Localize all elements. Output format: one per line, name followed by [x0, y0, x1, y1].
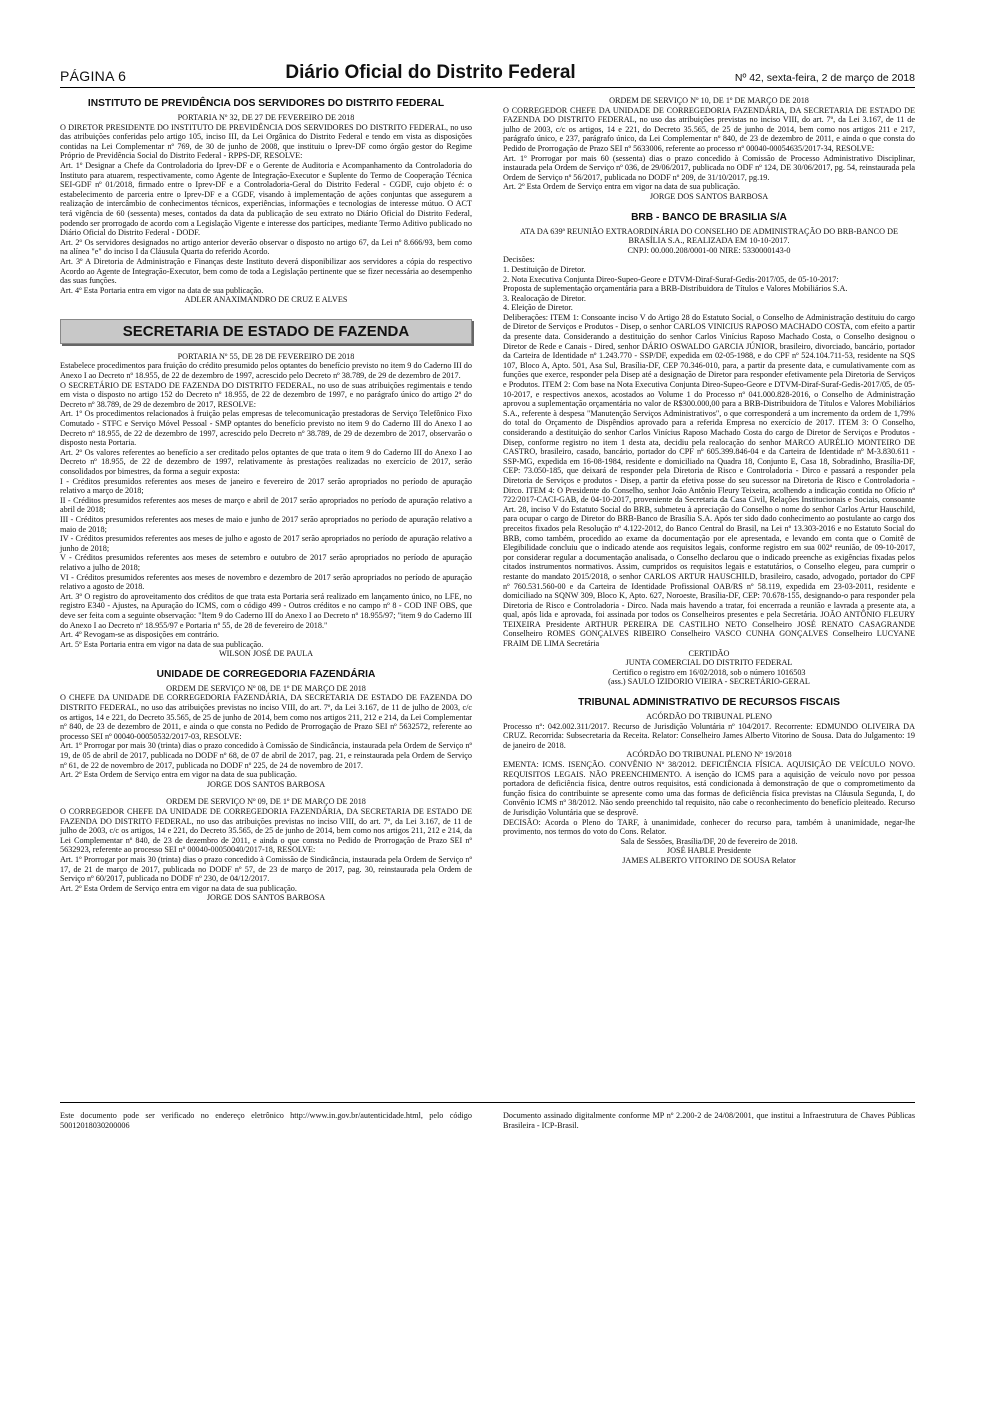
iprev-portaria	[60, 113, 472, 305]
paragraph: Processo nº: 042.002.311/2017. Recurso de Jurisdição Voluntária nº 104/2017. Recorrente: EDMUNDO OLIVEIRA DA CRUZ. Recorrida: Subsecretaria da Receita. Relator: Conselheiro James Alberto Vitorino de Sousa. Data do Julgamento: 19 de janeiro de 2018.	[503, 721, 915, 750]
signature: ADLER ANAXIMANDRO DE CRUZ E ALVES	[184, 295, 348, 305]
paragraph: Proposta de suplementação orçamentária para a BRB-Distribuidora de Títulos e Valores Mobiliários S.A.	[503, 284, 848, 294]
signature: JORGE DOS SANTOS BARBOSA	[649, 191, 769, 201]
newspaper-page	[60, 62, 915, 1130]
paragraph: 3. Realocação de Diretor.	[503, 293, 586, 303]
paragraph: O SECRETÁRIO DE ESTADO DE FAZENDA DO DISTRITO FEDERAL, no uso de suas atribuições regimentais e tendo em vista o disposto no artigo 152 do Decreto nº 18.955, de 22 de dezembro de 1997, e no parágrafo único do artigo 2º do Decreto nº 38.789, de 29 de dezembro de 2017, RESOLVE:	[60, 380, 472, 409]
paragraph: Art. 1º Os procedimentos relacionados à fruição pelas empresas de telecomunicação prestadoras de Serviço Telefônico Fixo Comutado - STFC e Serviço Móvel Pessoal - SMP optantes do benefício previsto no item 9 do Caderno III do Anexo I ao Decreto nº 18.955, de 22 de dezembro de 1997, acrescido pelo Decreto nº 38.789, de 29 de dezembro de 2017, observarão o disposto nesta Portaria.	[60, 409, 472, 448]
tarf-heading: TRIBUNAL ADMINISTRATIVO DE RECURSOS FISCAIS	[578, 697, 840, 709]
sef-portaria	[60, 352, 472, 659]
paragraph: Art. 3º A Diretoria de Administração e Finanças deste Instituto deverá disponibilizar aos servidores a cópia do respectivo Acordo ao Agente de Integração-Executor, bem como de toda a Legislação pertinente que se fizer necessária ao desempenho das suas funções.	[60, 256, 472, 286]
paragraph: 1. Destituição de Diretor.	[503, 264, 586, 274]
paragraph: Art. 2º Esta Ordem de Serviço entra em vigor na data de sua publicação.	[60, 770, 297, 780]
paragraph: O CORREGEDOR CHEFE DA UNIDADE DE CORREGEDORIA FAZENDÁRIA, DA SECRETARIA DE ESTADO DE FAZENDA DO DISTRITO FEDERAL, no uso das atribuições previstas no inciso VIII, do art. 7º, da Lei 3.167, de 11 de julho de 2003, c/c os artigos, 14 e 221, do Decreto 35.565, de 25 de junho de 2014, bem como nos artigos 211, 212 e 214, da Lei Complementar nº 840, de 23 de dezembro de 2011, e ainda o que consta no Pedido de Prorrogação de Prazo SEI nº 5632923, referente ao processo SEI nº 00040-00050040/2017-18, RESOLVE:	[60, 807, 472, 855]
place-date: Sala de Sessões, Brasília/DF, 20 de fevereiro de 2018.	[620, 836, 798, 846]
paragraph: 2. Nota Executiva Conjunta Direo-Supeo-Geore e DTVM-Diraf-Suraf-Gedis-2017/05, de 05-10-2017:	[503, 274, 839, 284]
signature: JORGE DOS SANTOS BARBOSA	[206, 893, 326, 903]
acordao-number: ACÓRDÃO DO TRIBUNAL PLENO Nº 19/2018	[626, 750, 792, 760]
paragraph: O DIRETOR PRESIDENTE DO INSTITUTO DE PREVIDÊNCIA DOS SERVIDORES DO DISTRITO FEDERAL, no uso das atribuições conferidas pelo artigo 105, inciso III, da Lei Orgânica do Distrito Federal e tendo em vista as disposições contidas na Lei Complementar nº 769, de 30 de junho de 2008, que instituiu o Iprev-DF como órgão gestor do Regime Próprio de Previdência Social do Distrito Federal - RPPS-DF, RESOLVE:	[60, 122, 472, 161]
ata-title: ATA DA 639ª REUNIÃO EXTRAORDINÁRIA DO CONSELHO DE ADMINISTRAÇÃO DO BRB-BANCO DE BRASÍLIA S.A., REALIZADA EM 10-10-2017.	[519, 226, 898, 246]
paragraph: IV - Créditos presumidos referentes aos meses de julho e agosto de 2017 serão apropriados no período de apuração relativo a junho de 2018;	[60, 534, 472, 553]
paragraph: 4. Eleição de Diretor.	[503, 303, 573, 313]
paragraph: Art. 3º O registro do aproveitamento dos créditos de que trata esta Portaria será realizado em lançamento único, no LFE, no registro E340 - Ajustes, na Apuração do ICMS, com o código 499 - Outros créditos e no campo nº 8 - COD INF OBS, que deve ser feita com a seguinte observação: "Item 9 do Caderno III do Anexo I ao Decreto nº 18.955/97; "item 9 do Caderno III do Anexo I ao Decreto nº 18.955/97 e Portaria nº 55, de 28 de fevereiro de 2018."	[60, 591, 472, 630]
ordem-servico-09	[60, 797, 472, 903]
paragraph: Art. 5º Esta Portaria entra em vigor na data de sua publicação.	[60, 639, 264, 649]
certidao-title: CERTIDÃO	[688, 648, 730, 658]
paragraph: Art. 2º Esta Ordem de Serviço entra em vigor na data de sua publicação.	[60, 883, 297, 893]
left-column	[60, 96, 472, 903]
paragraph: Art. 4º Esta Portaria entra em vigor na data de sua publicação.	[60, 285, 264, 295]
certidao-line: Certifico o registro em 16/02/2018, sob o número 1016503	[612, 667, 806, 677]
signature: WILSON JOSÉ DE PAULA	[218, 649, 314, 659]
footer-verification: Este documento pode ser verificado no endereço eletrônico http://www.in.gov.br/autenticidade.html, pelo código 50012018030200006	[60, 1111, 472, 1130]
paragraph: I - Créditos presumidos referentes aos meses de janeiro e fevereiro de 2017 serão apropriados no período de apuração relativo a março de 2018;	[60, 476, 472, 496]
os-10-title: ORDEM DE SERVIÇO Nº 10, DE 1º DE MARÇO DE 2018	[609, 96, 809, 105]
certidao-org: JUNTA COMERCIAL DO DISTRITO FEDERAL	[625, 658, 793, 668]
paragraph: Deliberações: ITEM 1: Consoante inciso V do Artigo 28 do Estatuto Social, o Conselho de Administração destituiu do cargo de Diretor de Serviços e Produtos - Disep, o senhor CARLOS VINICIUS RAPOSO MACHADO COSTA, com efeito a partir da presente data. Considerando a destituição do senhor Carlos Vinícius Raposo Machado Costa, o Conselho designou o Diretor de Rede e Canais - Dired, senhor DÁRIO OSWALDO GARCIA JÚNIOR, brasileiro, divorciado, bancário, portador da Carteira de Identidade nº 1.243.770 - SSP/DF, expedida em 02-05-1988, e do CPF nº 524.104.711-53, residente na SQS 107, Bloco A, Apto. 501, Asa Sul, Brasília-DF, CEP 70.346-010, para, a partir da presente data, e cumulativamente com as funções que exerce, responder pela Disep até a designação de Diretor para responder efetivamente pela Diretoria de Serviços e Produtos. ITEM 2: Com base na Nota Executiva Conjunta Direo-Supeo-Geore e DTVM-Diraf-Suraf-Gedis-2017/05, de 05-10-2017, e respectivos anexos, acostados ao Volume 1 do Processo nº 041.000.828-2016, o Conselho de Administração aprovou a suplementação orçamentária no valor de R$300.000,00 para a BRB-Distribuidora de Títulos e Valores Mobiliários S.A., referente à despesa "Manutenção Serviços Administrativos", o que corresponderá a um incremento da ordem de 1,79% do total do Orçamento de Dispêndios aprovado para a referida Empresa no exercício de 2017. ITEM 3: O Conselho, considerando a destituição do senhor Carlos Vinícius Raposo Machado Costa do cargo de Diretor de Serviços e Produtos - Disep, conforme registro no item 1 desta ata, decidiu pela realocação do senhor MARCO AURÉLIO MONTEIRO DE CASTRO, brasileiro, casado, bancário, portador do CPF nº 605.399.846-04 e da Carteira de Identidade nº M-3.830.611 - SSP-MG, expedida em 16-08-1984, residente e domiciliado na Quadra 18, Conjunto E, Casa 18, Sobradinho, Brasília-DF, CEP: 73.050-185, que deixará de responder pela Diretoria de Risco e Controladoria - Dirco e passará a responder pela Diretoria de Serviços e produtos - Disep, a partir da efetiva posse do seu sucessor na Diretoria de Risco e Controladoria - Dirco. ITEM 4: O Presidente do Conselho, senhor João Antônio Fleury Teixeira, acolhendo a indicação contida no Ofício nº 722/2017-CACI-GAB, de 04-10-2017, proveniente da Secretaria da Casa Civil, Relações Institucionais e Sociais, consoante Art. 28, inciso V do Estatuto Social do BRB, submeteu à apreciação do Conselho o nome do senhor Carlos Artur Hauschild, para ocupar o cargo de Diretor do BRB-Banco de Brasília S.A. Após ter sido dado conhecimento ao postulante ao cargo dos preceitos fixados pela Resolução nº 4.122-2012, do Banco Central do Brasil, na Lei nº 13.303-2016 e no Estatuto Social do BRB, como também, procedido ao exame da documentação por ele apresentada, e levando em conta que o Comitê de Elegibilidade concluiu que o indicado atende aos requisitos legais, conforme registro em sua 002ª reunião, de 09-10-2017, por considerar regular a documentação analisada, o Conselho declarou que o indicado preenche as exigências fixadas pelos citados instrumentos normativos. Assim, cumpridos os requisitos legais e estatutários, o Conselho elegeu, para cumprir o restante do mandato 2015/2018, o senhor CARLOS ARTUR HAUSCHILD, brasileiro, casado, advogado, portador do CPF nº 760.531.560-00 e da Carteira de Identidade Profissional OAB/RS nº 58.119, expedida em 23-03-2011, residente e domiciliado na SQNW 309, Bloco K, Apto. 627, Noroeste, Brasília-DF, CEP: 70.678-155, designando-o para responder pela Diretoria de Risco e Controladoria - Dirco. Nada mais havendo a tratar, foi encerrada a reunião e lavrada a presente ata, a qual, após lida e aprovada, foi assinada por todos os Conselheiros presentes e pela Secretária. JOÃO ANTÔNIO FLEURY TEIXEIRA Presidente ARTHUR PEREIRA DE CASTILHO NETO Conselheiro JOSÉ RENATO CASAGRANDE Conselheiro ROMES GONÇALVES RIBEIRO Conselheiro VASCO CUNHA GONÇALVES Conselheiro LUCYANE FRAIM DE LIMA Secretária	[503, 312, 915, 649]
signature: JOSÉ HABLE Presidente	[666, 846, 752, 856]
iprev-heading: INSTITUTO DE PREVIDÊNCIA DOS SERVIDORES DO DISTRITO FEDERAL	[87, 98, 445, 109]
paragraph: Estabelece procedimentos para fruição do crédito presumido pelos optantes do benefício previsto no item 9 do Caderno III do Anexo I ao Decreto nº 18.955, de 22 de dezembro de 1997, acrescido pelo Decreto nº 38.789, de 29 de dezembro de 2017.	[60, 361, 472, 381]
paragraph: Art. 2º Os servidores designados no artigo anterior deverão observar o disposto no artigo 67, da Lei nº 8.666/93, bem como na alínea "e" do inciso I da Cláusula Quarta do referido Acordo.	[60, 237, 472, 257]
corregedoria-heading: UNIDADE DE CORREGEDORIA FAZENDÁRIA	[156, 668, 376, 680]
paragraph: VI - Créditos presumidos referentes aos meses de novembro e dezembro de 2017 serão apropriados no período de apuração relativo a agosto de 2018.	[60, 572, 472, 592]
paragraph: Art. 1º Prorrogar por mais 60 (sessenta) dias o prazo concedido à Comissão de Processo Administrativo Disciplinar, instaurada pela Ordem de Serviço nº 036, de 29/06/2017, publicada no ODF nº 124, DE 30/06/2017, pg. 54, reinstaurada pela Ordem de Serviço nº 56/2017, publicada no DODF nº 209, de 31/10/2017, pg.19.	[503, 153, 915, 182]
certidao-sign: (ass.) SAULO IZIDORIO VIEIRA - SECRETÁRIO-GERAL	[608, 677, 810, 687]
acordao-title: ACÓRDÃO DO TRIBUNAL PLENO	[646, 712, 772, 722]
paragraph: O CORREGEDOR CHEFE DA UNIDADE DE CORREGEDORIA FAZENDÁRIA, DA SECRETARIA DE ESTADO DE FAZENDA DO DISTRITO FEDERAL, no uso das atribuições previstas no inciso VIII, do art. 7º, da Lei 3.167, de 11 de julho de 2003, c/c os artigos, 14 e 221, do Decreto 35.565, de 25 de junho de 2014, bem como nos artigos 211 e 217, parágrafo único, e 237, parágrafo único, da Lei Complementar nº 840, de 23 de dezembro de 2011, e ainda o que consta do Pedido de Prorrogação de Prazo SEI nº 5633006, referente ao processo nº 00040-00054635/2017-34, RESOLVE:	[503, 105, 915, 153]
page-number: PÁGINA 6	[60, 68, 127, 84]
portaria-32-title: PORTARIA Nº 32, DE 27 DE FEVEREIRO DE 2018	[177, 113, 355, 122]
section-banner: SECRETARIA DE ESTADO DE FAZENDA	[60, 319, 472, 344]
portaria-55-title: PORTARIA Nº 55, DE 28 DE FEVEREIRO DE 2018	[177, 351, 355, 361]
paragraph: Art. 4º Revogam-se as disposições em contrário.	[60, 630, 219, 640]
os-08-title: ORDEM DE SERVIÇO Nº 08, DE 1º DE MARÇO DE 2018	[166, 683, 366, 693]
paragraph: III - Créditos presumidos referentes aos meses de maio e junho de 2017 serão apropriados no período de apuração relativo a maio de 2018;	[60, 514, 472, 534]
paragraph: Art. 2º Os valores referentes ao benefício a ser creditado pelos optantes de que trata o item 9 do Caderno III do Anexo I ao Decreto nº 18.955, de 22 de dezembro de 1997, relativamente às prestações realizadas no exercício de 2017, serão consolidados por bimestres, da forma a seguir exposta:	[60, 447, 472, 476]
masthead	[60, 62, 915, 88]
os-09-title: ORDEM DE SERVIÇO Nº 09, DE 1º DE MARÇO DE 2018	[166, 797, 366, 807]
paragraph: EMENTA: ICMS. ISENÇÃO. CONVÊNIO Nº 38/2012. DEFICIÊNCIA FÍSICA. AQUISIÇÃO DE VEÍCULO NOVO. REQUISITOS LEGAIS. NÃO PREENCHIMENTO. A isenção do ICMS para a aquisição de veículo novo por pessoa portadora de deficiência física, dentre outros requisitos, está condicionada à demonstração de que o comprometimento da função física do contribuinte se apresente como uma das formas de deficiência física previstas na Cláusula Segunda, I, do Convênio ICMS nº 38/2012. Não sendo preenchido tal requisito, não cabe o reconhecimento do benefício pleiteado. Recurso de Jurisdição Voluntária que se desprovê.	[503, 760, 915, 817]
brb-heading: BRB - BANCO DE BRASILIA S/A	[631, 211, 787, 223]
signature: JAMES ALBERTO VITORINO DE SOUSA Relator	[622, 855, 796, 865]
paragraph: Art. 1º Prorrogar por mais 30 (trinta) dias o prazo concedido à Comissão de Sindicância, instaurada pela Ordem de Serviço nº 17, de 21 de março de 2017, publicada no DODF nº 57, de 23 de março de 2017, pag. 30, reinstaurada pela Ordem de Serviço nº 60/2017, publicada no DODF nº 230, de 04/12/2017.	[60, 854, 472, 884]
footer-signature-note: Documento assinado digitalmente conforme MP nº 2.200-2 de 24/08/2001, que institui a Infraestrutura de Chaves Públicas Brasileira - ICP-Brasil.	[503, 1111, 915, 1130]
page-footer	[60, 1102, 915, 1130]
issue-date: Nº 42, sexta-feira, 2 de março de 2018	[734, 72, 915, 84]
tarf-acordao	[503, 712, 915, 866]
paragraph: DECISÃO: Acorda o Pleno do TARF, à unanimidade, conhecer do recurso para, também à unanimidade, negar-lhe provimento, nos termos do voto do Cons. Relator.	[503, 817, 915, 837]
paragraph: II - Créditos presumidos referentes aos meses de março e abril de 2017 serão apropriados no período de apuração relativo a abril de 2018;	[60, 495, 472, 515]
ordem-servico-08	[60, 684, 472, 790]
right-column	[503, 96, 915, 866]
paragraph: V - Créditos presumidos referentes aos meses de setembro e outubro de 2017 serão apropriados no período de apuração relativo a julho de 2018;	[60, 553, 472, 572]
signature: JORGE DOS SANTOS BARBOSA	[206, 779, 326, 789]
ordem-servico-10	[503, 96, 915, 202]
newspaper-title: Diário Oficial do Distrito Federal	[285, 62, 576, 83]
paragraph: O CHEFE DA UNIDADE DE CORREGEDORIA FAZENDÁRIA, DA SECRETARIA DE ESTADO DE FAZENDA DO DISTRITO FEDERAL, no uso das atribuições previstas no inciso VIII, do art. 7º, da Lei 3.167, de 11 de julho de 2003, c/c os artigos, 14 e 221, do Decreto 35.565, de 25 de junho de 2014, bem como nos artigos 211, 212 e 214, da Lei Complementar nº 840, de 23 de dezembro de 2011, e ainda o que consta no Pedido de Prorrogação de Prazo SEI nº 5632572, referente ao processo SEI nº 00040-00050532/2017-03, RESOLVE:	[60, 693, 472, 741]
cnpj: CNPJ: 00.000.208/0001-00 NIRE: 5330000143-0	[627, 245, 791, 255]
paragraph: Art. 2º Esta Ordem de Serviço entra em vigor na data de sua publicação.	[503, 182, 740, 192]
paragraph: Art. 1º Prorrogar por mais 30 (trinta) dias o prazo concedido à Comissão de Sindicância, instaurada pela Ordem de Serviço nº 19, de 05 de abril de 2017, publicada no DODF nº 68, de 07 de abril de 2017, pag. 21, e reinstaurada pela Ordem de Serviço nº 61, de 22 de novembro de 2017, publicada no DODF nº 225, de 24 de novembro de 2017.	[60, 741, 472, 770]
paragraph: Art. 1º Designar a Chefe da Controladoria do Iprev-DF e o Gerente de Auditoria e Acompanhamento da Controladoria do Instituto para atuarem, respectivamente, como Agente de Integração-Executor e Suplente do Termo de Cooperação Técnica SEI-GDF nº 01/2018, firmado entre o Iprev-DF e a Controladoria-Geral do Distrito Federal - CGDF, cujo objeto é: o estabelecimento de parceria entre o Iprev-DF e a CGDF, visando à implementação de ações conjuntas que assegurem a realização de intercâmbio de conhecimentos técnicos, experiências, informações e tecnologias de interesse mútuo. O ACT terá vigência de 60 (sessenta) meses, contados da data da publicação de seu extrato no Diário Oficial do Distrito Federal, podendo ser prorrogado de acordo com a Legislação Vigente e interesse dos partícipes, mediante Termo Aditivo publicado no Diário Oficial do Distrito Federal - DODF.	[60, 160, 472, 238]
brb-ata	[503, 227, 915, 688]
paragraph: Decisões:	[503, 255, 535, 265]
